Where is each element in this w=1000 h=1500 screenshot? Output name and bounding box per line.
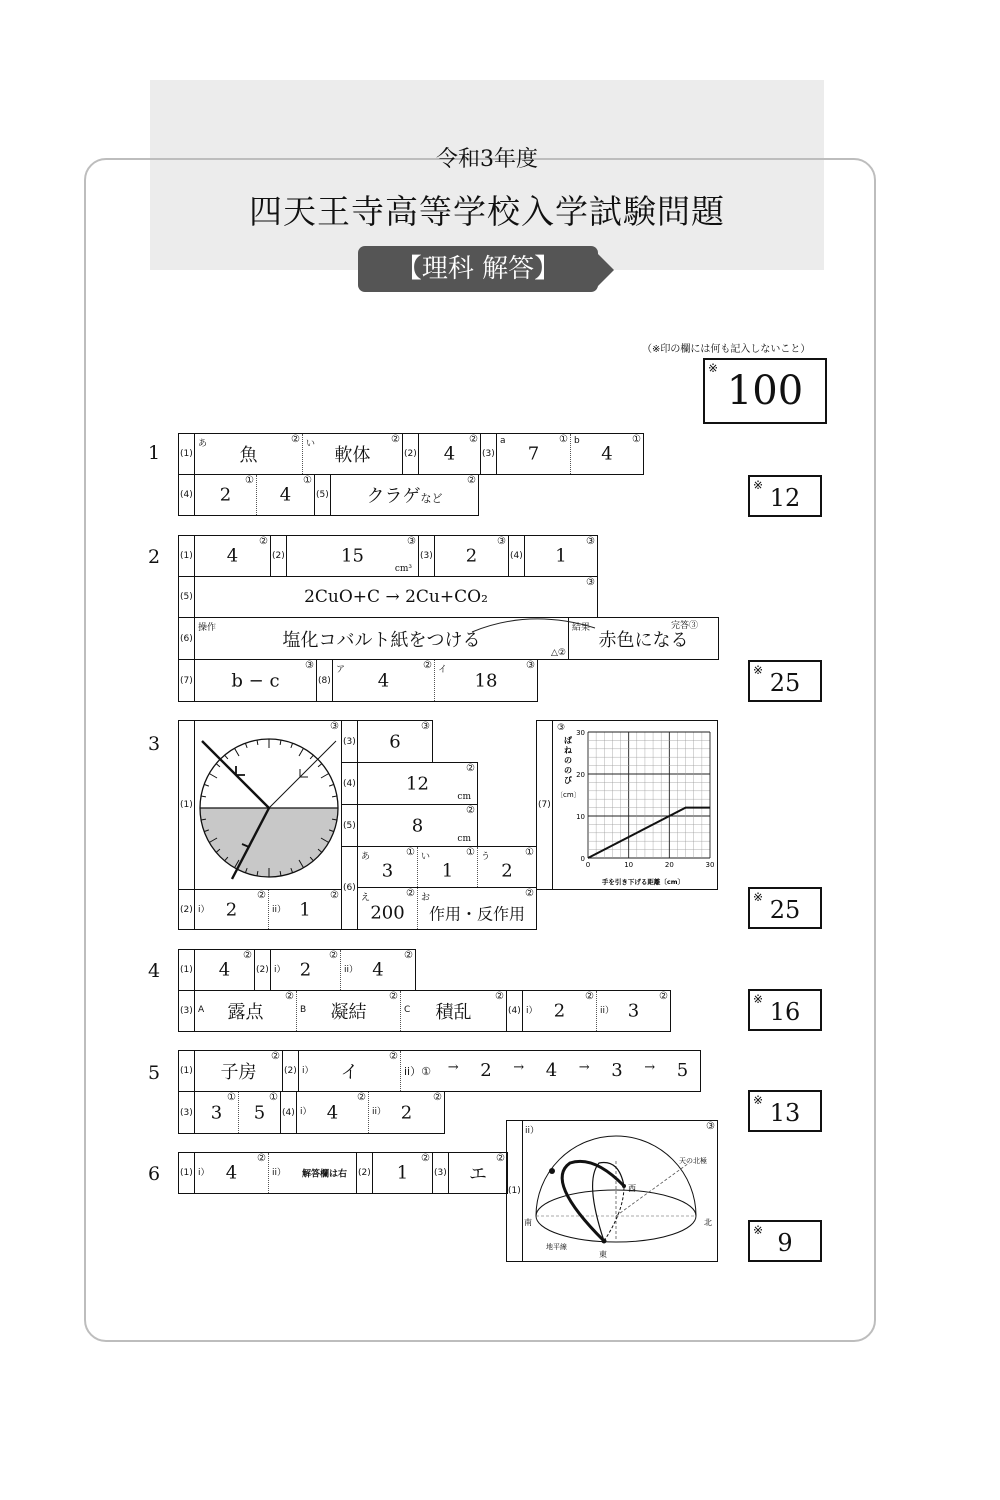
q4-2-sub: ii）	[344, 965, 359, 975]
exam-title: 四天王寺高等学校入学試験問題	[249, 192, 725, 231]
q5-2ii-sequence	[437, 1060, 699, 1081]
points: ②	[357, 1092, 366, 1103]
q3-3-row	[341, 720, 433, 763]
q4-row1	[178, 949, 416, 991]
q1-row1	[178, 433, 644, 475]
q1-1-sub: あ	[198, 439, 208, 449]
q1-4a-answer: 2	[219, 484, 232, 506]
points: ②	[285, 991, 294, 1002]
points: ②	[291, 434, 300, 445]
angle-tick	[201, 796, 206, 797]
q4-4-sub: ii）	[600, 1006, 615, 1016]
points: ③	[497, 536, 506, 547]
y-tick-label: 10	[576, 813, 585, 821]
angle-tick	[235, 748, 240, 756]
q3-6c-answer: 2	[501, 860, 513, 882]
points: ②	[496, 1153, 505, 1164]
q3-1-label: (1)	[180, 800, 193, 810]
west-label: 西	[628, 1184, 636, 1193]
y-axis-unit: 〔cm〕	[556, 791, 581, 799]
q5-row2	[178, 1091, 445, 1134]
q3-6a-answer: 3	[381, 860, 394, 882]
q3-6-sub: え	[361, 893, 371, 903]
arrow-icon: →	[644, 1060, 656, 1075]
points: ②	[659, 991, 668, 1002]
q3-6-sub: う	[481, 852, 491, 862]
q6-1-sub: ii）	[272, 1168, 287, 1178]
total-score-box	[703, 358, 827, 424]
unit: cm	[457, 834, 471, 844]
q2-1-label: (1)	[180, 551, 193, 561]
points: ②	[466, 805, 475, 816]
q4-2ii-answer: 4	[372, 959, 384, 981]
q4-2i-answer: 2	[299, 959, 312, 981]
north-pole-label: 天の北極	[679, 1157, 707, 1165]
q2-5-label: (5)	[180, 592, 193, 602]
q2-3-answer: 2	[465, 545, 478, 567]
q2-2-label: (2)	[272, 551, 285, 561]
q6-diagram-box	[506, 1120, 718, 1262]
q6-3-label: (3)	[434, 1168, 447, 1178]
points: ③	[586, 536, 595, 547]
q3-6d-answer: 200	[370, 902, 405, 924]
q1-1-sub: い	[306, 439, 316, 449]
points: ②	[271, 1051, 280, 1062]
points: ③	[706, 1121, 715, 1132]
angle-tick	[321, 774, 329, 779]
y-axis-label-char: ば	[564, 736, 572, 745]
celestial-sphere-diagram	[524, 1121, 718, 1261]
q1-row2	[178, 474, 479, 516]
q3-3-answer: 6	[389, 731, 401, 752]
q2-score: 25	[769, 669, 801, 697]
points: ②	[243, 950, 252, 961]
q5-4-label: (4)	[282, 1107, 295, 1118]
x-tick-label: 30	[705, 861, 715, 869]
q2-8-sub: イ	[438, 665, 448, 675]
q5-3b-answer: 5	[253, 1102, 266, 1123]
q2-1-answer: 4	[226, 545, 239, 567]
q5-4-sub: ii）	[372, 1107, 387, 1117]
q6-2-answer: 1	[396, 1162, 409, 1184]
score-mark: ※	[753, 1093, 764, 1107]
east-label: 東	[599, 1250, 607, 1259]
q2-6-op-label: 操作	[198, 623, 217, 633]
q5-3-label: (3)	[180, 1107, 193, 1118]
q2-4-label: (4)	[510, 551, 523, 561]
points: ①	[466, 847, 475, 858]
question-number: 2	[148, 546, 161, 568]
q2-4-answer: 1	[555, 545, 567, 567]
arrow-icon: →	[447, 1060, 459, 1075]
angle-tick	[291, 743, 293, 748]
points: ②	[257, 1153, 266, 1164]
question-number: 4	[148, 960, 161, 982]
q6-1-label: (1)	[508, 1186, 521, 1196]
instruction-note: （※印の欄には何も記入しないこと）	[642, 344, 811, 355]
q5-2i-answer: イ	[340, 1062, 359, 1083]
q6-score: 9	[777, 1229, 793, 1257]
score-mark: ※	[753, 1223, 764, 1237]
q2-row1	[178, 535, 598, 577]
points: 完答③	[670, 621, 698, 631]
q4-4i-answer: 2	[553, 1000, 566, 1022]
q1-3-label: (3)	[482, 449, 495, 459]
q5-1-label: (1)	[180, 1066, 193, 1076]
q1-5-suffix: など	[420, 492, 443, 505]
q5-row1	[178, 1050, 701, 1092]
q4-3c-answer: 積乱	[435, 1002, 472, 1023]
exam-year: 令和3年度	[436, 147, 538, 172]
score-mark: ※	[753, 663, 764, 677]
points: △②	[551, 648, 566, 658]
q2-score-box	[748, 660, 822, 702]
unit: cm³	[394, 564, 412, 574]
y-axis-label-char: の	[564, 766, 572, 775]
q4-3-label: (3)	[180, 1006, 193, 1016]
q3-2-row	[178, 889, 342, 930]
q4-score: 16	[769, 998, 801, 1026]
q3-2-sub: i）	[198, 905, 210, 915]
q3-2-label: (2)	[180, 904, 193, 915]
points: ②	[423, 660, 432, 671]
q1-2-answer: 4	[443, 443, 456, 465]
points: ①	[245, 475, 254, 486]
points: ②	[389, 991, 398, 1002]
q3-score-box	[748, 887, 822, 929]
spring-chart	[554, 721, 717, 889]
q1-1a-answer: 魚	[239, 445, 258, 466]
q3-1-box	[178, 720, 342, 890]
angle-tick	[257, 740, 258, 745]
q3-4-answer: 12	[406, 773, 429, 794]
subject-tab: 【理科 解答】	[358, 246, 598, 292]
q5-2-label: (2)	[284, 1066, 297, 1076]
points: ②	[433, 1092, 442, 1103]
q4-4-sub: i）	[526, 1006, 538, 1016]
points: ②	[466, 763, 475, 774]
q1-3a-answer: 7	[527, 443, 540, 465]
q1-4-label: (4)	[180, 490, 193, 500]
q5-4ii-answer: 2	[400, 1102, 413, 1123]
q2-6-result-label: 結果	[572, 623, 591, 633]
points: ②	[389, 1051, 398, 1062]
tab-arrow-icon	[594, 250, 614, 290]
q5-score-box	[748, 1090, 822, 1132]
angle-tick	[204, 784, 209, 786]
q4-2-label: (2)	[256, 965, 269, 975]
q5-2ii-sub: ii）①	[404, 1065, 431, 1078]
q6-1-label: (1)	[180, 1168, 193, 1178]
q3-6e-answer: 作用・反作用	[428, 904, 525, 924]
q4-4-label: (4)	[508, 1006, 521, 1016]
score-mark: ※	[753, 478, 764, 492]
q3-2i-answer: 2	[225, 899, 238, 920]
angle-tick	[245, 743, 247, 748]
points: ③	[586, 577, 595, 588]
q1-1-label: (1)	[180, 449, 193, 459]
q5-4i-answer: 4	[326, 1102, 339, 1123]
q2-3-label: (3)	[420, 551, 433, 561]
points: ②	[329, 950, 338, 961]
q4-row2	[178, 990, 671, 1032]
points: ③	[407, 536, 416, 547]
south-label: 南	[524, 1218, 532, 1227]
points: ③	[557, 723, 566, 733]
points: ②	[421, 1153, 430, 1164]
q2-7-label: (7)	[180, 675, 193, 686]
q5-score: 13	[769, 1099, 801, 1127]
points: ③	[421, 721, 430, 732]
q3-5-label: (5)	[343, 820, 356, 831]
q3-score: 25	[769, 896, 801, 924]
q6-score-box	[748, 1220, 822, 1262]
q6-1ii-sub: ii）	[525, 1126, 540, 1136]
q3-5-answer: 8	[411, 815, 424, 836]
points: ②	[330, 890, 339, 901]
angle-tick	[332, 796, 337, 797]
q4-3-sub: B	[300, 1005, 307, 1015]
q3-7-label: (7)	[538, 800, 551, 810]
q3-6-label: (6)	[343, 883, 356, 893]
question-number: 3	[148, 733, 161, 755]
question-number: 5	[148, 1062, 161, 1084]
x-tick-label: 20	[664, 861, 674, 869]
unit: cm	[457, 792, 471, 802]
q6-3-answer: エ	[469, 1164, 487, 1185]
score-mark: ※	[753, 992, 764, 1006]
points: ②	[257, 890, 266, 901]
q2-row4	[178, 659, 538, 702]
angle-tick	[310, 755, 313, 759]
q3-4-row	[341, 762, 478, 805]
q6-1i-answer: 4	[225, 1162, 238, 1184]
q3-2ii-answer: 1	[299, 899, 311, 920]
q4-4ii-answer: 3	[627, 1000, 640, 1022]
q1-5-label: (5)	[316, 490, 329, 500]
seq-item: 2	[480, 1060, 492, 1081]
q2-6-result: 赤色になる	[598, 629, 689, 651]
q2-8-sub: ア	[336, 665, 346, 675]
q4-3-sub: C	[404, 1005, 411, 1015]
q2-5-answer: 2CuO+C → 2Cu+CO₂	[304, 587, 488, 607]
q1-4b-answer: 4	[279, 484, 292, 506]
points: ②	[495, 991, 504, 1002]
y-tick-label: 0	[580, 855, 585, 863]
q1-score-box	[748, 475, 822, 517]
angle-tick	[318, 764, 322, 767]
q2-6-operation: 塩化コバルト紙をつける	[282, 629, 481, 651]
q3-7-box	[536, 720, 718, 890]
q1-1b-answer: 軟体	[334, 445, 371, 466]
q2-7-answer: b − c	[231, 670, 280, 691]
refraction-diagram	[196, 721, 342, 889]
brace-arc	[470, 612, 600, 634]
q4-3a-answer: 露点	[227, 1002, 264, 1023]
q5-4-sub: i）	[300, 1107, 312, 1117]
q1-2-label: (2)	[404, 449, 417, 459]
q5-1-answer: 子房	[220, 1062, 257, 1083]
q3-6b-answer: 1	[441, 860, 454, 882]
seq-item: 4	[545, 1060, 558, 1081]
q1-5-answer: クラゲ	[366, 486, 421, 507]
angle-tick	[280, 740, 281, 745]
q1-3-sub: a	[500, 436, 506, 446]
points: ①	[559, 434, 568, 445]
angle-tick	[216, 764, 220, 767]
q1-score: 12	[769, 484, 801, 512]
angle-tick	[299, 748, 304, 756]
q4-1-answer: 4	[218, 959, 231, 981]
north-label: 北	[704, 1218, 712, 1227]
points: ①	[406, 847, 415, 858]
x-axis-label: 手を引き下げる距離〔cm〕	[601, 878, 685, 886]
q3-6-sub: お	[421, 893, 431, 903]
points: ②	[469, 434, 478, 445]
y-tick-label: 30	[576, 729, 585, 737]
points: ①	[269, 1092, 278, 1103]
q3-5-row	[341, 804, 478, 847]
angle-tick	[225, 755, 228, 759]
y-axis-label-char: の	[564, 756, 572, 765]
q1-3b-answer: 4	[601, 443, 613, 465]
q3-6-sub: あ	[361, 852, 371, 862]
q6-1ii-note: 解答欄は右	[301, 1169, 347, 1180]
q3-6-box	[341, 846, 537, 930]
points: ②	[391, 434, 400, 445]
q2-2-answer: 15	[341, 545, 364, 567]
points: ①	[303, 475, 312, 486]
y-tick-label: 20	[576, 771, 585, 779]
q5-2-sub: i）	[302, 1066, 314, 1076]
score-mark: ※	[753, 890, 764, 904]
q6-2-label: (2)	[358, 1168, 371, 1178]
seq-item: 5	[676, 1060, 689, 1081]
q2-8b-answer: 18	[474, 670, 498, 691]
points: ②	[585, 991, 594, 1002]
q2-8-label: (8)	[318, 675, 331, 686]
points: ②	[259, 536, 268, 547]
y-axis-label-char: び	[564, 776, 572, 785]
angle-tick	[329, 784, 334, 786]
y-axis-label-char: ね	[564, 746, 572, 755]
points: ②	[525, 888, 534, 899]
score-mark: ※	[708, 361, 719, 375]
points: ②	[406, 888, 415, 899]
q6-row1	[178, 1152, 508, 1194]
points: ②	[467, 475, 476, 486]
question-number: 6	[148, 1163, 161, 1185]
q6-1-sub: i）	[198, 1168, 210, 1178]
question-number: 1	[148, 442, 161, 464]
q3-3-label: (3)	[343, 736, 356, 747]
points: ③	[526, 660, 535, 671]
arrow-icon: →	[513, 1060, 525, 1075]
q5-3a-answer: 3	[210, 1102, 223, 1123]
q3-4-label: (4)	[343, 778, 356, 789]
q2-row3	[178, 617, 719, 660]
q4-3b-answer: 凝結	[330, 1002, 367, 1023]
points: ③	[330, 721, 339, 732]
points: ①	[227, 1092, 236, 1103]
q1-3-sub: b	[574, 436, 580, 446]
points: ②	[404, 950, 413, 961]
points: ①	[632, 434, 641, 445]
q4-2-sub: i）	[274, 965, 286, 975]
q4-1-label: (1)	[180, 965, 193, 975]
q4-score-box	[748, 989, 822, 1031]
total-score: 100	[726, 368, 804, 414]
q2-8a-answer: 4	[377, 670, 390, 691]
q3-2-sub: ii）	[272, 905, 287, 915]
arrow-icon: →	[578, 1060, 590, 1075]
points: ③	[305, 660, 314, 671]
horizon-label: 地平線	[546, 1243, 567, 1251]
x-tick-label: 10	[624, 861, 634, 869]
q3-6-sub: い	[421, 852, 431, 862]
points: ①	[525, 847, 534, 858]
angle-tick	[209, 774, 217, 779]
x-tick-label: 0	[585, 861, 591, 869]
q4-3-sub: A	[198, 1005, 205, 1015]
q2-6-label: (6)	[180, 633, 193, 644]
seq-item: 3	[611, 1060, 623, 1081]
